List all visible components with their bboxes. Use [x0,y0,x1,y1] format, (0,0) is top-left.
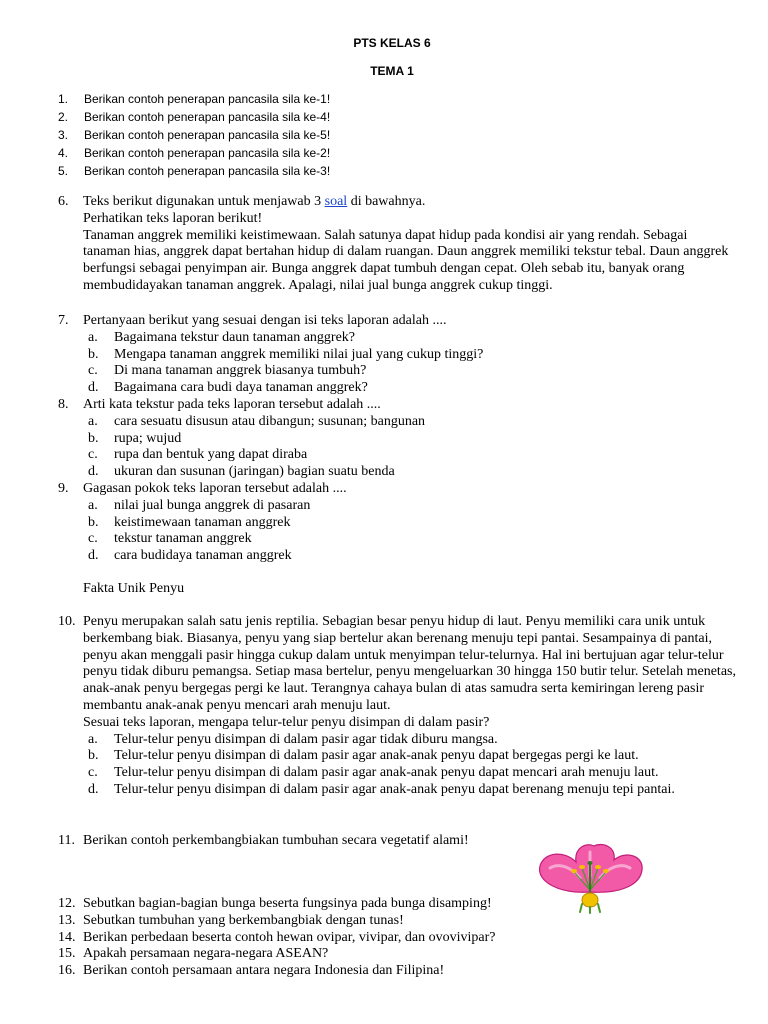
list-item: 12. Sebutkan bagian-bagian bunga beserta fungsinya pada bunga disamping! [58,896,492,911]
soal-link[interactable]: soal [324,194,348,209]
list-item: 5. Berikan contoh penerapan pancasila sila ke-3! [58,164,331,178]
option-item: a. Bagaimana tekstur daun tanaman anggrek? [88,329,356,345]
section-title: Fakta Unik Penyu [83,581,185,596]
page-title: PTS KELAS 6 [353,36,431,50]
q10-options [83,732,738,799]
q7-text: Pertanyaan berikut yang sesuai dengan isi teks laporan adalah .... [83,313,447,328]
question-8: 8. Arti kata tekstur pada teks laporan tersebut adalah .... a. cara sesuatu disusun atau dibangun; susunan; bangunan b. rupa; wujud c. rupa dan bentuk yang dapat diraba d. ukuran dan susunan (jaringan) bagian suatu benda [58,397,738,481]
option-item: d. Telur-telur penyu disimpan di dalam pasir agar anak-anak penyu dapat berenang menuju tepi pantai. [88,781,675,797]
q8-text: Arti kata tekstur pada teks laporan tersebut adalah .... [83,397,381,412]
question-6: 6. Teks berikut digunakan untuk menjawab 3 soal di bawahnya. Perhatikan teks laporan berikut! Tanaman anggrek memiliki keistimewaan. Salah satunya dapat hidup pada kondisi air yang rendah. Sebagai tanaman hias, anggrek dapat bertahan hidup di dalam ruangan. Daun anggrek memiliki tekstur tebal. Daun anggrek berfungsi sebagai penyimpan air. Bunga anggrek dapat tumbuh dengan cepat. Oleh sebab itu, banyak orang membudidayakan tanaman anggrek. Apalagi, nilai jual bunga anggrek cukup tinggi. [58,194,738,295]
option-item: d. cara budidaya tanaman anggrek [88,548,292,564]
option-item: d. ukuran dan susunan (jaringan) bagian suatu benda [88,464,395,480]
list-item: 13. Sebutkan tumbuhan yang berkembangbiak dengan tunas! [58,912,404,928]
short-question-list [58,90,330,180]
question-9: 9. Gagasan pokok teks laporan tersebut adalah .... a. nilai jual bunga anggrek di pasaran b. keistimewaan tanaman anggrek c. tekstur tanaman anggrek d. cara budidaya tanaman anggrek [58,481,738,565]
option-item: a. nilai jual bunga anggrek di pasaran [88,497,311,513]
list-item: 3. Berikan contoh penerapan pancasila sila ke-5! [58,128,331,142]
list-item: 16. Berikan contoh persamaan antara negara Indonesia dan Filipina! [58,963,445,979]
option-item: b. Mengapa tanaman anggrek memiliki nilai jual yang cukup tinggi? [88,346,484,362]
q6-passage: Tanaman anggrek memiliki keistimewaan. Salah satunya dapat hidup pada kondisi air yang rendah. Sebagai tanaman hias, anggrek dapat bertahan hidup di dalam ruangan. Daun anggrek memiliki tekstur tebal. Daun anggrek berfungsi sebagai penyimpan air. Bunga anggrek dapat tumbuh dengan cepat. Oleh sebab itu, banyak orang membudidayakan tanaman anggrek. Apalagi, nilai jual bunga anggrek cukup tinggi. [83,227,729,293]
option-item: b. keistimewaan tanaman anggrek [88,514,291,530]
q8-options [83,414,738,481]
question-10: 10. Penyu merupakan salah satu jenis reptilia. Sebagian besar penyu hidup di laut. Penyu memiliki cara unik untuk berkembang biak. Biasanya, penyu yang siap bertelur akan berenang menuju tepi pantai. Sesampainya di pantai, penyu akan menggali pasir hingga cukup dalam untuk menyimpan telur-telurnya. Hal ini bertujuan agar telur-telur penyu tidak diburu pemangsa. Setiap masa bertelur, penyu mengeluarkan 30 hingga 150 butir telur. Setelah menetas, anak-anak penyu bergegas pergi ke laut. Terangnya cahaya bulan di atas samudra serta kemiringan lereng pasir membantu anak-anak penyu mencari arah menuju laut. Sesuai teks laporan, mengapa telur-telur penyu disimpan di dalam pasir? a. Telur-telur penyu disimpan di dalam pasir agar tidak diburu mangsa. b. Telur-telur penyu disimpan di dalam pasir agar anak-anak penyu dapat bergegas pergi ke laut. c. Telur-telur penyu disimpan di dalam pasir agar anak-anak penyu dapat mencari arah menuju laut. d. Telur-telur penyu disimpan di dalam pasir agar anak-anak penyu dapat berenang menuju tepi pantai. [58,614,738,799]
final-question-list [58,896,738,980]
option-item: b. Telur-telur penyu disimpan di dalam pasir agar anak-anak penyu dapat bergegas pergi ke laut. [88,748,639,764]
option-item: c. tekstur tanaman anggrek [88,531,252,547]
question-11: 11. Berikan contoh perkembangbiakan tumbuhan secara vegetatif alami! [58,833,469,848]
question-7: 7. Pertanyaan berikut yang sesuai dengan isi teks laporan adalah .... a. Bagaimana tekstur daun tanaman anggrek? b. Mengapa tanaman anggrek memiliki nilai jual yang cukup tinggi? c. Di mana tanaman anggrek biasanya tumbuh? d. Bagaimana cara budi daya tanaman anggrek? [58,313,738,397]
option-item: c. rupa dan bentuk yang dapat diraba [88,447,308,463]
q10-passage: Penyu merupakan salah satu jenis reptilia. Sebagian besar penyu hidup di laut. Penyu memiliki cara unik untuk berkembang biak. Biasanya, penyu yang siap bertelur akan berenang menuju tepi pantai. Sesampainya di pantai, penyu akan menggali pasir hingga cukup dalam untuk menyimpan telur-telurnya. Hal ini bertujuan agar telur-telur penyu tidak diburu pemangsa. Setiap masa bertelur, penyu mengeluarkan 30 hingga 150 butir telur. Setelah menetas, anak-anak penyu bergegas pergi ke laut. Terangnya cahaya bulan di atas samudra serta kemiringan lereng pasir membantu anak-anak penyu mencari arah menuju laut. [83,614,736,713]
list-item: 14. Berikan perbedaan beserta contoh hewan ovipar, vivipar, dan ovovivipar? [58,929,496,945]
option-item: a. Telur-telur penyu disimpan di dalam pasir agar tidak diburu mangsa. [88,731,498,747]
option-item: a. cara sesuatu disusun atau dibangun; susunan; bangunan [88,413,426,429]
list-item: 4. Berikan contoh penerapan pancasila sila ke-2! [58,146,331,160]
list-item: 1. Berikan contoh penerapan pancasila sila ke-1! [58,92,331,106]
option-item: c. Telur-telur penyu disimpan di dalam pasir agar anak-anak penyu dapat mencari arah menuju laut. [88,765,659,781]
list-item: 2. Berikan contoh penerapan pancasila sila ke-4! [58,110,331,124]
option-item: d. Bagaimana cara budi daya tanaman anggrek? [88,380,368,396]
q9-text: Gagasan pokok teks laporan tersebut adalah .... [83,481,347,496]
option-item: c. Di mana tanaman anggrek biasanya tumbuh? [88,363,367,379]
list-item: 15. Apakah persamaan negara-negara ASEAN? [58,946,329,962]
q10-question: Sesuai teks laporan, mengapa telur-telur penyu disimpan di dalam pasir? [83,714,490,730]
q6-lead: Perhatikan teks laporan berikut! [83,210,263,226]
q9-options [83,498,738,565]
q7-options [83,330,738,397]
page-subtitle: TEMA 1 [370,64,414,78]
option-item: b. rupa; wujud [88,430,182,446]
q6-intro: Teks berikut digunakan untuk menjawab 3 soal di bawahnya. [83,194,426,209]
